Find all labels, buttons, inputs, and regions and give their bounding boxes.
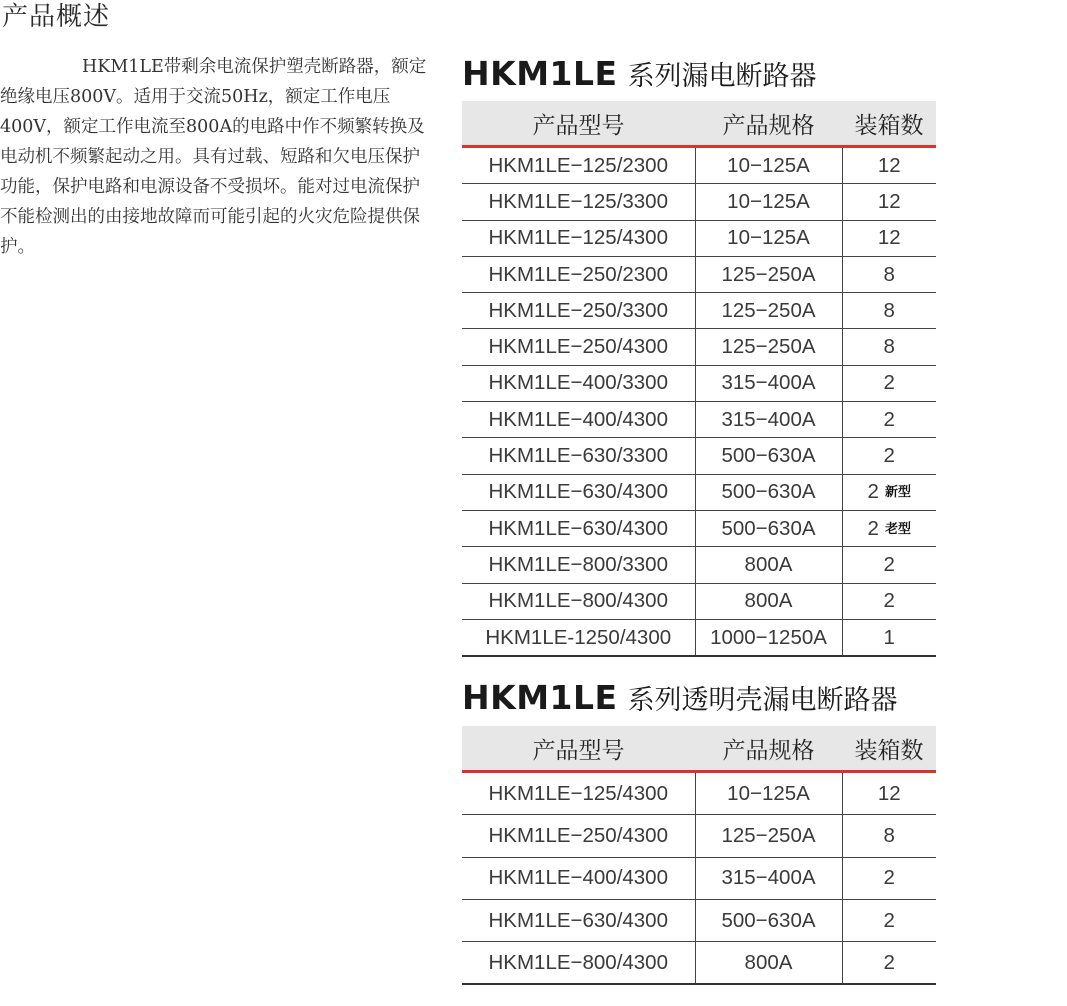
- spec-cell-text: 10−125A: [727, 189, 810, 213]
- spec-cell: [695, 547, 842, 583]
- qty-cell-text: 2: [883, 407, 895, 431]
- model-cell: [462, 438, 695, 474]
- table2-title-desc: 系列透明壳漏电断路器: [627, 685, 898, 716]
- qty-cell-text: 2: [883, 950, 895, 974]
- qty-cell: [842, 474, 936, 510]
- table-row: [462, 184, 936, 220]
- qty-cell-text: 2: [883, 908, 895, 932]
- table2-header-model: 产品型号: [462, 726, 695, 772]
- qty-cell: [842, 547, 936, 583]
- model-cell: [462, 147, 695, 184]
- qty-cell: [842, 583, 936, 619]
- model-cell: [462, 256, 695, 292]
- overview-body: HKM1LE带剩余电流保护塑壳断路器，额定绝缘电压800V。适用于交流50Hz，额定工作电压400V，额定工作电流至800A的电路中作不频繁转换及电动机不频繁起动之用。具有过载、短路和欠电压保护功能，保护电路和电源设备不受损坏。能对过电流保护不能检测出的由接地故障而可能引起的火灾危险提供保护。: [0, 57, 427, 257]
- table2-header-qty: 装箱数: [842, 726, 936, 772]
- model-cell-text: HKM1LE−800/4300: [488, 950, 668, 974]
- model-cell-text: HKM1LE−250/3300: [488, 298, 668, 322]
- spec-cell-text: 10−125A: [727, 781, 810, 805]
- model-cell-text: HKM1LE-1250/4300: [485, 625, 672, 649]
- model-cell: [462, 583, 695, 619]
- model-note: 老型: [884, 521, 911, 537]
- spec-cell: [695, 474, 842, 510]
- model-cell: [462, 293, 695, 329]
- spec-cell: [695, 438, 842, 474]
- qty-cell-text: 12: [877, 153, 901, 177]
- spec-cell-text: 500−630A: [721, 480, 816, 504]
- spec-cell-text: 315−400A: [721, 371, 816, 395]
- table1-header-spec: 产品规格: [695, 101, 842, 147]
- spec-cell: [695, 510, 842, 546]
- qty-cell: [842, 147, 936, 184]
- qty-cell: [842, 619, 936, 656]
- table-row: [462, 220, 936, 256]
- spec-cell-text: 10−125A: [727, 226, 810, 250]
- spec-cell: [695, 772, 842, 815]
- table-row: [462, 147, 936, 184]
- table1: [462, 101, 936, 657]
- model-cell: [462, 619, 695, 656]
- qty-cell-text: 8: [883, 298, 895, 322]
- spec-cell: [695, 899, 842, 941]
- spec-cell: [695, 147, 842, 184]
- model-cell-text: HKM1LE−125/2300: [488, 153, 668, 177]
- table2: [462, 726, 936, 985]
- spec-cell-text: 500−630A: [721, 444, 816, 468]
- model-cell-text: HKM1LE−250/2300: [488, 262, 668, 286]
- qty-cell-text: 2: [883, 552, 895, 576]
- table-row: [462, 293, 936, 329]
- table1-header-row: [462, 101, 936, 147]
- spec-cell-text: 125−250A: [721, 298, 816, 322]
- spec-cell-text: 1000−1250A: [710, 625, 827, 649]
- table2-title-model: HKM1LE: [462, 678, 618, 717]
- model-cell-text: HKM1LE−125/4300: [488, 781, 668, 805]
- qty-cell-text: 8: [883, 823, 895, 847]
- qty-cell-text: 1: [883, 625, 895, 649]
- qty-cell-text: 8: [883, 262, 895, 286]
- qty-cell: [842, 510, 936, 546]
- spec-cell-text: 125−250A: [721, 823, 816, 847]
- model-cell-text: HKM1LE−125/4300: [488, 226, 668, 250]
- model-cell-text: HKM1LE−800/4300: [488, 589, 668, 613]
- table-row: [462, 402, 936, 438]
- qty-cell: [842, 857, 936, 899]
- spec-cell-text: 500−630A: [721, 908, 816, 932]
- spec-cell: [695, 365, 842, 401]
- table-row: [462, 329, 936, 365]
- spec-cell: [695, 619, 842, 656]
- spec-cell: [695, 256, 842, 292]
- model-cell: [462, 547, 695, 583]
- model-cell: [462, 402, 695, 438]
- qty-cell: [842, 942, 936, 985]
- table-row: [462, 438, 936, 474]
- qty-cell-text: 2: [867, 516, 879, 540]
- qty-cell: [842, 220, 936, 256]
- model-cell-text: HKM1LE−250/4300: [488, 335, 668, 359]
- qty-cell-text: 12: [877, 781, 901, 805]
- qty-cell-text: 8: [883, 335, 895, 359]
- spec-cell-text: 800A: [744, 589, 793, 613]
- table-row: [462, 510, 936, 546]
- spec-cell: [695, 220, 842, 256]
- table-row: [462, 474, 936, 510]
- table-row: [462, 857, 936, 899]
- spec-cell: [695, 815, 842, 857]
- spec-cell: [695, 942, 842, 985]
- spec-cell-text: 800A: [744, 552, 793, 576]
- model-cell: [462, 815, 695, 857]
- model-cell-text: HKM1LE−400/3300: [488, 371, 668, 395]
- model-cell-text: HKM1LE−630/4300: [488, 516, 668, 540]
- model-cell-text: HKM1LE−630/4300: [488, 480, 668, 504]
- model-cell: [462, 220, 695, 256]
- table-row: [462, 899, 936, 941]
- table-row: [462, 256, 936, 292]
- model-cell-text: HKM1LE−400/4300: [488, 407, 668, 431]
- spec-cell-text: 10−125A: [727, 153, 810, 177]
- model-cell: [462, 510, 695, 546]
- table1-header-qty: 装箱数: [842, 101, 936, 147]
- qty-cell: [842, 815, 936, 857]
- qty-cell: [842, 438, 936, 474]
- model-cell-text: HKM1LE−800/3300: [488, 552, 668, 576]
- table-row: [462, 619, 936, 656]
- table1-header-model: 产品型号: [462, 101, 695, 147]
- table1-title: [462, 54, 817, 93]
- table2-title: [462, 678, 898, 717]
- table-row: [462, 547, 936, 583]
- table-row: [462, 815, 936, 857]
- overview-title: 产品概述: [2, 2, 111, 32]
- table1-title-model: HKM1LE: [462, 54, 618, 93]
- spec-cell-text: 125−250A: [721, 262, 816, 286]
- model-cell: [462, 184, 695, 220]
- qty-cell: [842, 772, 936, 815]
- model-cell: [462, 329, 695, 365]
- qty-cell-text: 2: [867, 480, 879, 504]
- spec-cell-text: 315−400A: [721, 866, 816, 890]
- qty-cell-text: 2: [883, 866, 895, 890]
- qty-cell: [842, 184, 936, 220]
- model-cell: [462, 365, 695, 401]
- qty-cell: [842, 329, 936, 365]
- qty-cell-text: 12: [877, 189, 901, 213]
- model-cell: [462, 857, 695, 899]
- model-cell: [462, 474, 695, 510]
- spec-cell: [695, 402, 842, 438]
- spec-cell: [695, 583, 842, 619]
- spec-cell: [695, 857, 842, 899]
- qty-cell-text: 2: [883, 371, 895, 395]
- table-row: [462, 772, 936, 815]
- model-note: 新型: [884, 485, 911, 501]
- spec-cell-text: 125−250A: [721, 335, 816, 359]
- model-cell-text: HKM1LE−630/4300: [488, 908, 668, 932]
- qty-cell: [842, 402, 936, 438]
- model-cell: [462, 942, 695, 985]
- spec-cell: [695, 184, 842, 220]
- qty-cell: [842, 293, 936, 329]
- table-row: [462, 365, 936, 401]
- spec-cell-text: 315−400A: [721, 407, 816, 431]
- model-cell-text: HKM1LE−125/3300: [488, 189, 668, 213]
- model-cell-text: HKM1LE−400/4300: [488, 866, 668, 890]
- table-row: [462, 942, 936, 985]
- model-cell: [462, 772, 695, 815]
- spec-cell: [695, 293, 842, 329]
- qty-cell: [842, 899, 936, 941]
- spec-cell-text: 800A: [744, 950, 793, 974]
- model-cell-text: HKM1LE−250/4300: [488, 823, 668, 847]
- model-cell: [462, 899, 695, 941]
- spec-cell: [695, 329, 842, 365]
- table-row: [462, 583, 936, 619]
- qty-cell: [842, 256, 936, 292]
- qty-cell-text: 2: [883, 589, 895, 613]
- model-cell-text: HKM1LE−630/3300: [488, 444, 668, 468]
- table1-title-desc: 系列漏电断路器: [627, 61, 817, 92]
- table2-header-spec: 产品规格: [695, 726, 842, 772]
- qty-cell-text: 2: [883, 444, 895, 468]
- table2-header-row: [462, 726, 936, 772]
- spec-cell-text: 500−630A: [721, 516, 816, 540]
- qty-cell: [842, 365, 936, 401]
- qty-cell-text: 12: [877, 226, 901, 250]
